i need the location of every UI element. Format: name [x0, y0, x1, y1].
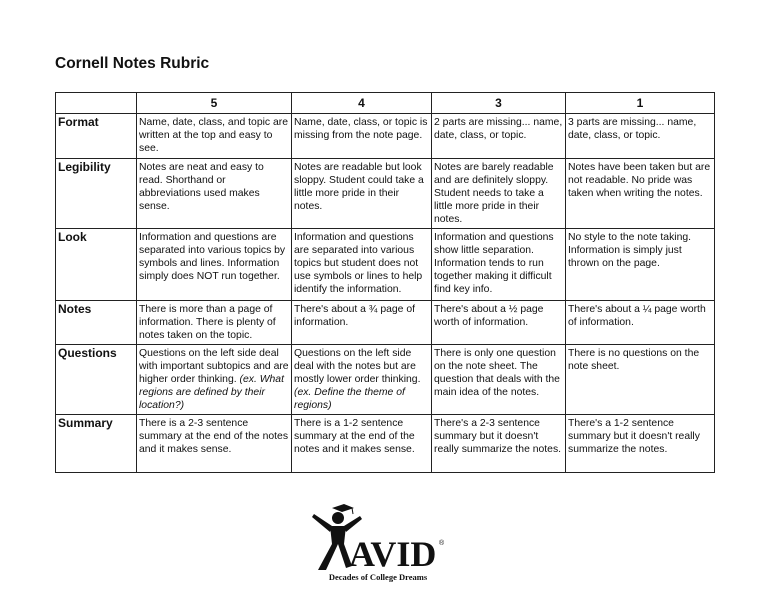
cell-score-5: There is a 2-3 sentence summary at the end of the notes and it makes sense.: [137, 415, 292, 473]
header-score-3: 3: [432, 93, 566, 114]
row-format: [56, 114, 715, 159]
cell-score-1: There is no questions on the note sheet.: [566, 345, 715, 415]
cell-score-4: Information and questions are separated into various topics but student does not use symbols or lines to help identify the information.: [292, 229, 432, 301]
row-label: Format: [56, 114, 137, 159]
cell-score-1: There's about a ¼ page worth of information.: [566, 301, 715, 345]
cell-score-4: There is a 1-2 sentence summary at the end of the notes and it makes sense.: [292, 415, 432, 473]
header-blank: [56, 93, 137, 114]
cell-text: Questions on the left side deal with the notes but are mostly lower order thinking.: [294, 348, 421, 385]
row-summary: [56, 415, 715, 473]
cell-score-4: Name, date, class, or topic is missing from the note page.: [292, 114, 432, 159]
row-label: Legibility: [56, 159, 137, 229]
row-look: [56, 229, 715, 301]
page-title: Cornell Notes Rubric: [55, 55, 210, 72]
cell-example: (ex. What regions are defined by their location?): [139, 374, 284, 411]
cell-score-5: Notes are neat and easy to read. Shorthand or abbreviations used makes sense.: [137, 159, 292, 229]
cell-score-4: There's about a ¾ page of information.: [292, 301, 432, 345]
cell-text: Questions on the left side deal with important subtopics and are higher order thinking.: [139, 348, 289, 385]
cell-score-5: Name, date, class, and topic are written at the top and easy to see.: [137, 114, 292, 159]
cell-score-3: There's about a ½ page worth of information.: [432, 301, 566, 345]
row-questions: [56, 345, 715, 415]
cell-score-3: There's a 2-3 sentence summary but it doesn't really summarize the notes.: [432, 415, 566, 473]
cell-score-3: Information and questions show little separation. Information tends to run together making it difficult find key info.: [432, 229, 566, 301]
cell-example: (ex. Define the theme of regions): [294, 387, 405, 411]
row-label: Questions: [56, 345, 137, 415]
cell-score-3: 2 parts are missing... name, date, class, or topic.: [432, 114, 566, 159]
cell-score-3: Notes are barely readable and are definitely sloppy. Student needs to take a little more pride in their notes.: [432, 159, 566, 229]
cell-score-1: Notes have been taken but are not readable. No pride was taken when writing the notes.: [566, 159, 715, 229]
row-label: Look: [56, 229, 137, 301]
cell-score-5: [137, 345, 292, 415]
cell-score-4: [292, 345, 432, 415]
rubric-table: [55, 92, 715, 473]
cell-score-1: No style to the note taking. Information is simply just thrown on the page.: [566, 229, 715, 301]
cell-score-4: Notes are readable but look sloppy. Student could take a little more pride in their notes.: [292, 159, 432, 229]
cell-score-5: There is more than a page of information. There is plenty of notes taken on the topic.: [137, 301, 292, 345]
avid-logo: [308, 502, 448, 582]
header-score-4: 4: [292, 93, 432, 114]
avid-tagline: Decades of College Dreams: [328, 572, 428, 582]
cell-score-1: 3 parts are missing... name, date, class, or topic.: [566, 114, 715, 159]
row-legibility: [56, 159, 715, 229]
avid-wordmark: AVID: [349, 534, 437, 574]
registered-mark: ®: [439, 540, 445, 547]
header-score-5: 5: [137, 93, 292, 114]
row-label: Summary: [56, 415, 137, 473]
header-row: [56, 93, 715, 114]
row-notes: [56, 301, 715, 345]
header-score-1: 1: [566, 93, 715, 114]
cell-score-3: There is only one question on the note sheet. The question that deals with the main idea of the notes.: [432, 345, 566, 415]
cell-score-1: There's a 1-2 sentence summary but it doesn't really summarize the notes.: [566, 415, 715, 473]
row-label: Notes: [56, 301, 137, 345]
cell-score-5: Information and questions are separated into various topics by symbols and lines. Information simply does NOT run together.: [137, 229, 292, 301]
